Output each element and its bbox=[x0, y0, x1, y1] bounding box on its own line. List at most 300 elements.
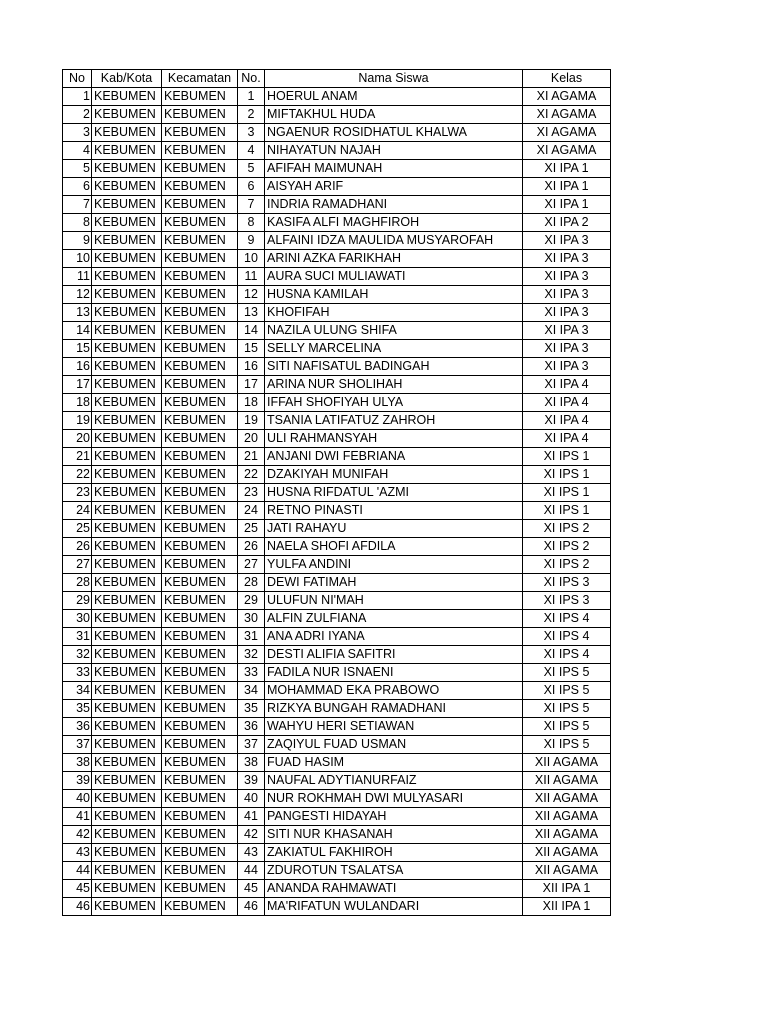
cell-nama-siswa: JATI RAHAYU bbox=[265, 520, 523, 538]
cell-kecamatan: KEBUMEN bbox=[162, 772, 238, 790]
cell-no: 23 bbox=[63, 484, 92, 502]
cell-no2: 18 bbox=[238, 394, 265, 412]
header-no2: No. bbox=[238, 70, 265, 88]
table-row bbox=[63, 772, 611, 790]
cell-kecamatan: KEBUMEN bbox=[162, 538, 238, 556]
cell-kelas: XI IPS 4 bbox=[523, 628, 611, 646]
cell-no: 38 bbox=[63, 754, 92, 772]
cell-no2: 33 bbox=[238, 664, 265, 682]
cell-kelas: XI IPA 3 bbox=[523, 268, 611, 286]
cell-no2: 3 bbox=[238, 124, 265, 142]
cell-no2: 10 bbox=[238, 250, 265, 268]
table-row bbox=[63, 430, 611, 448]
cell-no: 19 bbox=[63, 412, 92, 430]
cell-kab-kota: KEBUMEN bbox=[92, 880, 162, 898]
cell-nama-siswa: ANA ADRI IYANA bbox=[265, 628, 523, 646]
cell-no2: 37 bbox=[238, 736, 265, 754]
cell-no: 13 bbox=[63, 304, 92, 322]
cell-no: 1 bbox=[63, 88, 92, 106]
table-row bbox=[63, 142, 611, 160]
cell-kelas: XI IPA 4 bbox=[523, 394, 611, 412]
cell-kecamatan: KEBUMEN bbox=[162, 880, 238, 898]
cell-no2: 26 bbox=[238, 538, 265, 556]
cell-nama-siswa: ARINI AZKA FARIKHAH bbox=[265, 250, 523, 268]
cell-no: 28 bbox=[63, 574, 92, 592]
cell-kecamatan: KEBUMEN bbox=[162, 790, 238, 808]
cell-nama-siswa: SITI NAFISATUL BADINGAH bbox=[265, 358, 523, 376]
table-row bbox=[63, 628, 611, 646]
cell-kecamatan: KEBUMEN bbox=[162, 664, 238, 682]
cell-no: 42 bbox=[63, 826, 92, 844]
cell-no: 8 bbox=[63, 214, 92, 232]
cell-no: 30 bbox=[63, 610, 92, 628]
cell-nama-siswa: ULUFUN NI'MAH bbox=[265, 592, 523, 610]
cell-kelas: XI IPS 2 bbox=[523, 556, 611, 574]
cell-nama-siswa: NAUFAL ADYTIANURFAIZ bbox=[265, 772, 523, 790]
table-row bbox=[63, 376, 611, 394]
cell-nama-siswa: RETNO PINASTI bbox=[265, 502, 523, 520]
cell-no2: 21 bbox=[238, 448, 265, 466]
cell-no2: 6 bbox=[238, 178, 265, 196]
cell-kelas: XI IPS 5 bbox=[523, 718, 611, 736]
table-row bbox=[63, 664, 611, 682]
table-row bbox=[63, 286, 611, 304]
cell-kab-kota: KEBUMEN bbox=[92, 862, 162, 880]
cell-kelas: XI IPA 3 bbox=[523, 304, 611, 322]
cell-kab-kota: KEBUMEN bbox=[92, 502, 162, 520]
cell-kab-kota: KEBUMEN bbox=[92, 538, 162, 556]
cell-kab-kota: KEBUMEN bbox=[92, 520, 162, 538]
cell-kab-kota: KEBUMEN bbox=[92, 358, 162, 376]
cell-kelas: XII AGAMA bbox=[523, 862, 611, 880]
cell-kab-kota: KEBUMEN bbox=[92, 466, 162, 484]
cell-kab-kota: KEBUMEN bbox=[92, 430, 162, 448]
cell-no: 2 bbox=[63, 106, 92, 124]
table-row bbox=[63, 304, 611, 322]
cell-kecamatan: KEBUMEN bbox=[162, 808, 238, 826]
cell-kab-kota: KEBUMEN bbox=[92, 718, 162, 736]
cell-kab-kota: KEBUMEN bbox=[92, 250, 162, 268]
cell-no2: 29 bbox=[238, 592, 265, 610]
cell-kab-kota: KEBUMEN bbox=[92, 304, 162, 322]
cell-kelas: XI IPA 3 bbox=[523, 250, 611, 268]
cell-nama-siswa: PANGESTI HIDAYAH bbox=[265, 808, 523, 826]
cell-nama-siswa: ZAKIATUL FAKHIROH bbox=[265, 844, 523, 862]
cell-kelas: XI IPA 3 bbox=[523, 232, 611, 250]
cell-kelas: XI IPS 2 bbox=[523, 520, 611, 538]
cell-kecamatan: KEBUMEN bbox=[162, 430, 238, 448]
cell-kab-kota: KEBUMEN bbox=[92, 214, 162, 232]
cell-kecamatan: KEBUMEN bbox=[162, 898, 238, 916]
table-row bbox=[63, 646, 611, 664]
cell-nama-siswa: FADILA NUR ISNAENI bbox=[265, 664, 523, 682]
cell-kecamatan: KEBUMEN bbox=[162, 700, 238, 718]
table-row bbox=[63, 520, 611, 538]
cell-no: 24 bbox=[63, 502, 92, 520]
cell-kelas: XI IPS 3 bbox=[523, 592, 611, 610]
cell-nama-siswa: AFIFAH MAIMUNAH bbox=[265, 160, 523, 178]
cell-kelas: XI IPS 4 bbox=[523, 646, 611, 664]
cell-kecamatan: KEBUMEN bbox=[162, 628, 238, 646]
table-row bbox=[63, 502, 611, 520]
cell-kab-kota: KEBUMEN bbox=[92, 808, 162, 826]
cell-kecamatan: KEBUMEN bbox=[162, 520, 238, 538]
cell-nama-siswa: ALFIN ZULFIANA bbox=[265, 610, 523, 628]
table-row bbox=[63, 268, 611, 286]
cell-kab-kota: KEBUMEN bbox=[92, 592, 162, 610]
cell-kecamatan: KEBUMEN bbox=[162, 412, 238, 430]
cell-no: 25 bbox=[63, 520, 92, 538]
cell-nama-siswa: NAZILA ULUNG SHIFA bbox=[265, 322, 523, 340]
table-row bbox=[63, 88, 611, 106]
cell-kecamatan: KEBUMEN bbox=[162, 88, 238, 106]
cell-nama-siswa: HOERUL ANAM bbox=[265, 88, 523, 106]
cell-kelas: XI IPA 4 bbox=[523, 376, 611, 394]
cell-no: 41 bbox=[63, 808, 92, 826]
cell-no: 40 bbox=[63, 790, 92, 808]
table-row bbox=[63, 394, 611, 412]
header-kecamatan: Kecamatan bbox=[162, 70, 238, 88]
table-row bbox=[63, 358, 611, 376]
cell-no2: 24 bbox=[238, 502, 265, 520]
cell-no2: 35 bbox=[238, 700, 265, 718]
cell-kecamatan: KEBUMEN bbox=[162, 232, 238, 250]
cell-no: 18 bbox=[63, 394, 92, 412]
cell-nama-siswa: MIFTAKHUL HUDA bbox=[265, 106, 523, 124]
cell-no2: 41 bbox=[238, 808, 265, 826]
cell-kecamatan: KEBUMEN bbox=[162, 610, 238, 628]
cell-kecamatan: KEBUMEN bbox=[162, 196, 238, 214]
cell-kecamatan: KEBUMEN bbox=[162, 844, 238, 862]
cell-kecamatan: KEBUMEN bbox=[162, 286, 238, 304]
cell-kecamatan: KEBUMEN bbox=[162, 754, 238, 772]
cell-kelas: XI IPA 4 bbox=[523, 412, 611, 430]
table-row bbox=[63, 250, 611, 268]
cell-kab-kota: KEBUMEN bbox=[92, 106, 162, 124]
cell-kecamatan: KEBUMEN bbox=[162, 448, 238, 466]
cell-no: 11 bbox=[63, 268, 92, 286]
cell-no: 6 bbox=[63, 178, 92, 196]
cell-kecamatan: KEBUMEN bbox=[162, 394, 238, 412]
cell-nama-siswa: ZAQIYUL FUAD USMAN bbox=[265, 736, 523, 754]
cell-no2: 22 bbox=[238, 466, 265, 484]
cell-kelas: XI IPS 5 bbox=[523, 664, 611, 682]
cell-kab-kota: KEBUMEN bbox=[92, 556, 162, 574]
cell-kab-kota: KEBUMEN bbox=[92, 160, 162, 178]
cell-no: 12 bbox=[63, 286, 92, 304]
cell-no: 32 bbox=[63, 646, 92, 664]
cell-no2: 12 bbox=[238, 286, 265, 304]
cell-kecamatan: KEBUMEN bbox=[162, 646, 238, 664]
cell-kelas: XII IPA 1 bbox=[523, 898, 611, 916]
table-row bbox=[63, 538, 611, 556]
cell-no: 26 bbox=[63, 538, 92, 556]
cell-no: 45 bbox=[63, 880, 92, 898]
cell-kecamatan: KEBUMEN bbox=[162, 106, 238, 124]
cell-no2: 36 bbox=[238, 718, 265, 736]
table-row bbox=[63, 808, 611, 826]
cell-nama-siswa: TSANIA LATIFATUZ ZAHROH bbox=[265, 412, 523, 430]
cell-nama-siswa: MA'RIFATUN WULANDARI bbox=[265, 898, 523, 916]
table-row bbox=[63, 448, 611, 466]
cell-no: 36 bbox=[63, 718, 92, 736]
cell-kecamatan: KEBUMEN bbox=[162, 574, 238, 592]
cell-nama-siswa: ZDUROTUN TSALATSA bbox=[265, 862, 523, 880]
cell-kelas: XI IPS 4 bbox=[523, 610, 611, 628]
table-row bbox=[63, 412, 611, 430]
cell-kab-kota: KEBUMEN bbox=[92, 772, 162, 790]
cell-no: 22 bbox=[63, 466, 92, 484]
cell-kelas: XI IPA 1 bbox=[523, 178, 611, 196]
cell-kelas: XI IPS 2 bbox=[523, 538, 611, 556]
table-row bbox=[63, 466, 611, 484]
cell-no2: 34 bbox=[238, 682, 265, 700]
cell-no: 5 bbox=[63, 160, 92, 178]
cell-kelas: XI IPS 5 bbox=[523, 700, 611, 718]
cell-no2: 1 bbox=[238, 88, 265, 106]
cell-kecamatan: KEBUMEN bbox=[162, 178, 238, 196]
table-row bbox=[63, 322, 611, 340]
table-row bbox=[63, 340, 611, 358]
cell-no: 34 bbox=[63, 682, 92, 700]
cell-no: 4 bbox=[63, 142, 92, 160]
cell-kecamatan: KEBUMEN bbox=[162, 466, 238, 484]
cell-no2: 17 bbox=[238, 376, 265, 394]
cell-kab-kota: KEBUMEN bbox=[92, 232, 162, 250]
cell-no: 16 bbox=[63, 358, 92, 376]
cell-no2: 19 bbox=[238, 412, 265, 430]
cell-kelas: XI IPA 3 bbox=[523, 340, 611, 358]
cell-no2: 20 bbox=[238, 430, 265, 448]
cell-nama-siswa: AURA SUCI MULIAWATI bbox=[265, 268, 523, 286]
cell-kecamatan: KEBUMEN bbox=[162, 142, 238, 160]
cell-no2: 40 bbox=[238, 790, 265, 808]
cell-nama-siswa: IFFAH SHOFIYAH ULYA bbox=[265, 394, 523, 412]
table-row bbox=[63, 196, 611, 214]
cell-nama-siswa: NIHAYATUN NAJAH bbox=[265, 142, 523, 160]
cell-kab-kota: KEBUMEN bbox=[92, 682, 162, 700]
cell-no: 10 bbox=[63, 250, 92, 268]
cell-kab-kota: KEBUMEN bbox=[92, 664, 162, 682]
cell-kelas: XI AGAMA bbox=[523, 142, 611, 160]
cell-no: 33 bbox=[63, 664, 92, 682]
cell-kelas: XI IPA 3 bbox=[523, 358, 611, 376]
cell-kab-kota: KEBUMEN bbox=[92, 898, 162, 916]
cell-kecamatan: KEBUMEN bbox=[162, 124, 238, 142]
cell-nama-siswa: MOHAMMAD EKA PRABOWO bbox=[265, 682, 523, 700]
cell-kelas: XII AGAMA bbox=[523, 826, 611, 844]
cell-kelas: XII IPA 1 bbox=[523, 880, 611, 898]
cell-kab-kota: KEBUMEN bbox=[92, 628, 162, 646]
cell-kab-kota: KEBUMEN bbox=[92, 394, 162, 412]
cell-kelas: XI IPA 4 bbox=[523, 430, 611, 448]
cell-no: 46 bbox=[63, 898, 92, 916]
cell-kecamatan: KEBUMEN bbox=[162, 718, 238, 736]
cell-nama-siswa: HUSNA KAMILAH bbox=[265, 286, 523, 304]
table-row bbox=[63, 124, 611, 142]
cell-no2: 31 bbox=[238, 628, 265, 646]
cell-kab-kota: KEBUMEN bbox=[92, 736, 162, 754]
cell-no: 39 bbox=[63, 772, 92, 790]
cell-no2: 15 bbox=[238, 340, 265, 358]
cell-no2: 25 bbox=[238, 520, 265, 538]
cell-no2: 4 bbox=[238, 142, 265, 160]
cell-nama-siswa: SITI NUR KHASANAH bbox=[265, 826, 523, 844]
cell-kecamatan: KEBUMEN bbox=[162, 340, 238, 358]
cell-kab-kota: KEBUMEN bbox=[92, 610, 162, 628]
header-row bbox=[63, 70, 611, 88]
cell-kelas: XI IPA 1 bbox=[523, 160, 611, 178]
cell-no2: 42 bbox=[238, 826, 265, 844]
cell-kab-kota: KEBUMEN bbox=[92, 700, 162, 718]
cell-nama-siswa: FUAD HASIM bbox=[265, 754, 523, 772]
cell-no: 44 bbox=[63, 862, 92, 880]
table-row bbox=[63, 862, 611, 880]
cell-no: 29 bbox=[63, 592, 92, 610]
cell-kab-kota: KEBUMEN bbox=[92, 322, 162, 340]
header-kelas: Kelas bbox=[523, 70, 611, 88]
cell-nama-siswa: ANJANI DWI FEBRIANA bbox=[265, 448, 523, 466]
cell-no2: 5 bbox=[238, 160, 265, 178]
cell-kab-kota: KEBUMEN bbox=[92, 142, 162, 160]
cell-kelas: XI IPS 1 bbox=[523, 466, 611, 484]
cell-no: 14 bbox=[63, 322, 92, 340]
cell-no2: 32 bbox=[238, 646, 265, 664]
cell-no2: 23 bbox=[238, 484, 265, 502]
cell-kecamatan: KEBUMEN bbox=[162, 160, 238, 178]
cell-kecamatan: KEBUMEN bbox=[162, 214, 238, 232]
cell-nama-siswa: ULI RAHMANSYAH bbox=[265, 430, 523, 448]
cell-kelas: XI AGAMA bbox=[523, 124, 611, 142]
table-row bbox=[63, 826, 611, 844]
cell-no2: 46 bbox=[238, 898, 265, 916]
table-row bbox=[63, 700, 611, 718]
cell-no: 9 bbox=[63, 232, 92, 250]
cell-no: 37 bbox=[63, 736, 92, 754]
cell-kelas: XI AGAMA bbox=[523, 106, 611, 124]
table-row bbox=[63, 160, 611, 178]
cell-nama-siswa: DEWI FATIMAH bbox=[265, 574, 523, 592]
cell-no: 7 bbox=[63, 196, 92, 214]
table-row bbox=[63, 844, 611, 862]
cell-no: 21 bbox=[63, 448, 92, 466]
cell-nama-siswa: AISYAH ARIF bbox=[265, 178, 523, 196]
cell-kelas: XI AGAMA bbox=[523, 88, 611, 106]
cell-no2: 30 bbox=[238, 610, 265, 628]
cell-kab-kota: KEBUMEN bbox=[92, 790, 162, 808]
cell-kab-kota: KEBUMEN bbox=[92, 88, 162, 106]
cell-kecamatan: KEBUMEN bbox=[162, 268, 238, 286]
student-table bbox=[62, 69, 611, 916]
table-row bbox=[63, 556, 611, 574]
cell-no: 20 bbox=[63, 430, 92, 448]
cell-nama-siswa: HUSNA RIFDATUL 'AZMI bbox=[265, 484, 523, 502]
cell-kelas: XI IPS 1 bbox=[523, 502, 611, 520]
table-row bbox=[63, 178, 611, 196]
cell-kab-kota: KEBUMEN bbox=[92, 574, 162, 592]
cell-kelas: XI IPA 3 bbox=[523, 322, 611, 340]
cell-kecamatan: KEBUMEN bbox=[162, 484, 238, 502]
cell-nama-siswa: ALFAINI IDZA MAULIDA MUSYAROFAH bbox=[265, 232, 523, 250]
table-row bbox=[63, 682, 611, 700]
cell-no: 35 bbox=[63, 700, 92, 718]
cell-no2: 44 bbox=[238, 862, 265, 880]
cell-no: 43 bbox=[63, 844, 92, 862]
cell-kab-kota: KEBUMEN bbox=[92, 286, 162, 304]
table-row bbox=[63, 718, 611, 736]
cell-kecamatan: KEBUMEN bbox=[162, 322, 238, 340]
cell-kecamatan: KEBUMEN bbox=[162, 862, 238, 880]
cell-kab-kota: KEBUMEN bbox=[92, 844, 162, 862]
cell-no2: 38 bbox=[238, 754, 265, 772]
cell-kecamatan: KEBUMEN bbox=[162, 682, 238, 700]
cell-nama-siswa: INDRIA RAMADHANI bbox=[265, 196, 523, 214]
table-row bbox=[63, 610, 611, 628]
cell-kelas: XII AGAMA bbox=[523, 772, 611, 790]
table-row bbox=[63, 592, 611, 610]
table-row bbox=[63, 106, 611, 124]
cell-nama-siswa: SELLY MARCELINA bbox=[265, 340, 523, 358]
cell-kelas: XII AGAMA bbox=[523, 808, 611, 826]
cell-nama-siswa: ANANDA RAHMAWATI bbox=[265, 880, 523, 898]
cell-no2: 7 bbox=[238, 196, 265, 214]
cell-kecamatan: KEBUMEN bbox=[162, 826, 238, 844]
cell-no: 31 bbox=[63, 628, 92, 646]
table-row bbox=[63, 880, 611, 898]
cell-kecamatan: KEBUMEN bbox=[162, 358, 238, 376]
cell-nama-siswa: RIZKYA BUNGAH RAMADHANI bbox=[265, 700, 523, 718]
cell-no2: 9 bbox=[238, 232, 265, 250]
cell-nama-siswa: WAHYU HERI SETIAWAN bbox=[265, 718, 523, 736]
cell-no2: 43 bbox=[238, 844, 265, 862]
table-row bbox=[63, 898, 611, 916]
table-row bbox=[63, 214, 611, 232]
cell-kecamatan: KEBUMEN bbox=[162, 736, 238, 754]
header-no: No bbox=[63, 70, 92, 88]
cell-kab-kota: KEBUMEN bbox=[92, 412, 162, 430]
cell-no: 3 bbox=[63, 124, 92, 142]
table-row bbox=[63, 232, 611, 250]
cell-kab-kota: KEBUMEN bbox=[92, 196, 162, 214]
table-row bbox=[63, 790, 611, 808]
cell-nama-siswa: ARINA NUR SHOLIHAH bbox=[265, 376, 523, 394]
cell-kelas: XI IPA 2 bbox=[523, 214, 611, 232]
cell-kab-kota: KEBUMEN bbox=[92, 826, 162, 844]
cell-kab-kota: KEBUMEN bbox=[92, 124, 162, 142]
cell-kab-kota: KEBUMEN bbox=[92, 754, 162, 772]
cell-kab-kota: KEBUMEN bbox=[92, 268, 162, 286]
cell-kelas: XI IPS 5 bbox=[523, 682, 611, 700]
header-kab-kota: Kab/Kota bbox=[92, 70, 162, 88]
cell-no: 17 bbox=[63, 376, 92, 394]
cell-kab-kota: KEBUMEN bbox=[92, 340, 162, 358]
cell-kelas: XII AGAMA bbox=[523, 844, 611, 862]
table-row bbox=[63, 754, 611, 772]
cell-kab-kota: KEBUMEN bbox=[92, 484, 162, 502]
cell-nama-siswa: NGAENUR ROSIDHATUL KHALWA bbox=[265, 124, 523, 142]
cell-no: 27 bbox=[63, 556, 92, 574]
cell-no2: 45 bbox=[238, 880, 265, 898]
table-row bbox=[63, 484, 611, 502]
cell-kecamatan: KEBUMEN bbox=[162, 502, 238, 520]
cell-kecamatan: KEBUMEN bbox=[162, 250, 238, 268]
table-row bbox=[63, 574, 611, 592]
cell-kab-kota: KEBUMEN bbox=[92, 376, 162, 394]
cell-nama-siswa: YULFA ANDINI bbox=[265, 556, 523, 574]
cell-no2: 14 bbox=[238, 322, 265, 340]
cell-nama-siswa: KASIFA ALFI MAGHFIROH bbox=[265, 214, 523, 232]
cell-no2: 11 bbox=[238, 268, 265, 286]
